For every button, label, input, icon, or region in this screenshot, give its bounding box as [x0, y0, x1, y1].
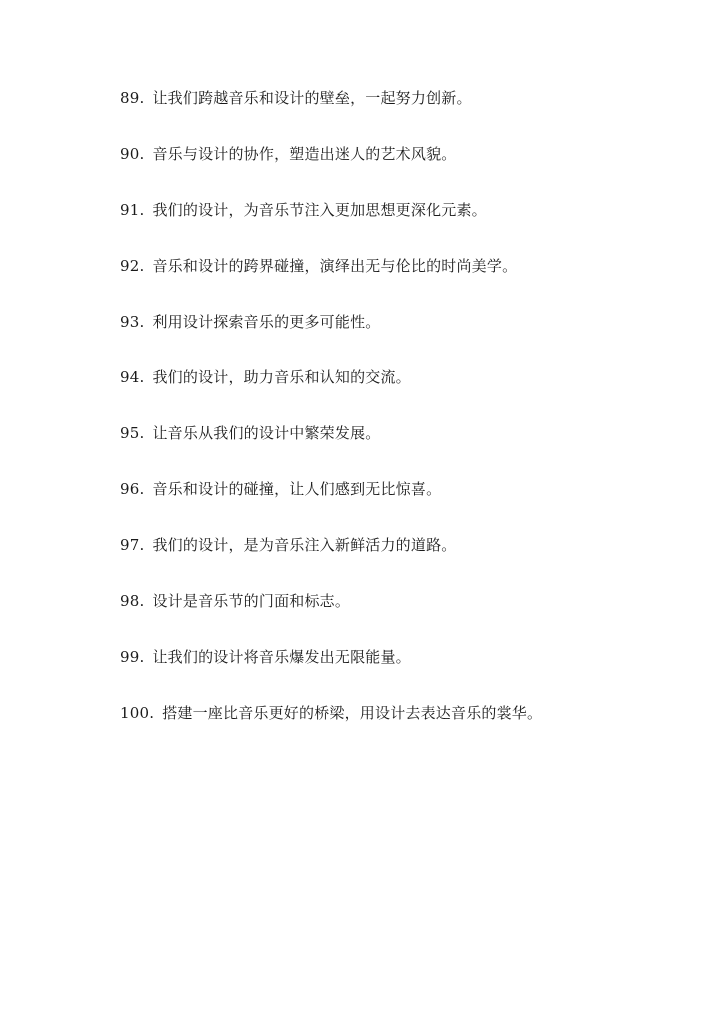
- item-number: 95.: [120, 424, 145, 443]
- list-item: [120, 142, 680, 198]
- item-number: 100.: [120, 703, 155, 722]
- list-item: [120, 645, 680, 701]
- item-text: 设计是音乐节的门面和标志。: [152, 592, 351, 611]
- list-item: [120, 533, 680, 589]
- item-text: 让我们的设计将音乐爆发出无限能量。: [152, 647, 411, 666]
- item-text: 让我们跨越音乐和设计的壁垒，一起努力创新。: [152, 89, 472, 107]
- item-number: 99.: [120, 647, 145, 666]
- list-item: [120, 477, 680, 533]
- item-text: 音乐与设计的协作，塑造出迷人的艺术风貌。: [152, 144, 457, 163]
- item-number: 96.: [120, 480, 145, 499]
- item-text: 我们的设计，是为音乐注入新鲜活力的道路。: [152, 536, 457, 555]
- item-text: 音乐和设计的碰撞，让人们感到无比惊喜。: [152, 480, 442, 499]
- item-number: 97.: [120, 536, 145, 555]
- list-item: [120, 701, 680, 757]
- item-number: 93.: [120, 312, 145, 331]
- item-number: 98.: [120, 592, 145, 611]
- item-number: 92.: [120, 256, 145, 275]
- list-item: [120, 589, 680, 645]
- item-text: 音乐和设计的跨界碰撞，演绎出无与伦比的时尚美学。: [152, 256, 518, 275]
- item-number: 91.: [120, 200, 145, 219]
- item-text: 我们的设计，助力音乐和认知的交流。: [152, 368, 411, 387]
- item-number: 89.: [120, 89, 145, 107]
- list-item: [120, 198, 680, 254]
- item-number: 94.: [120, 368, 145, 387]
- list-item: [120, 310, 680, 366]
- list-item: [120, 254, 680, 310]
- item-text: 搭建一座比音乐更好的桥梁，用设计去表达音乐的裳华。: [162, 703, 543, 722]
- list-item: [120, 421, 680, 477]
- list-item: [120, 86, 680, 142]
- slogan-list: [120, 86, 680, 757]
- item-number: 90.: [120, 144, 145, 163]
- item-text: 利用设计探索音乐的更多可能性。: [152, 312, 381, 331]
- item-text: 让音乐从我们的设计中繁荣发展。: [152, 424, 381, 443]
- list-item: [120, 365, 680, 421]
- item-text: 我们的设计，为音乐节注入更加思想更深化元素。: [152, 200, 487, 219]
